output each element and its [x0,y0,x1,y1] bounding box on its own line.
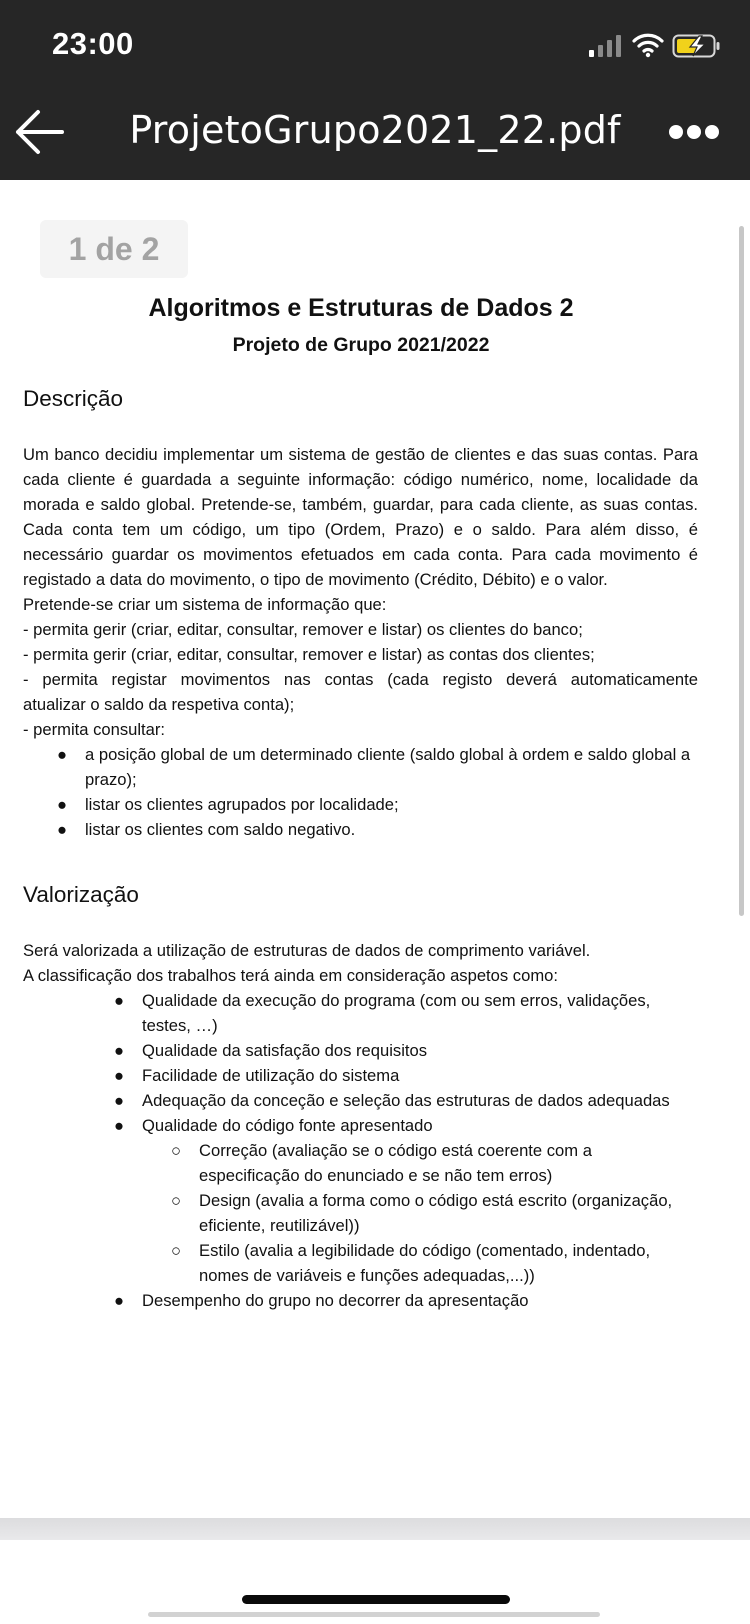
document-subheading: Projeto de Grupo 2021/2022 [232,334,490,356]
sub-list-item [171,1138,619,1188]
top-bar [0,0,750,180]
section-heading-descricao: Descrição [23,386,124,411]
text-line: cada cliente é guardada a seguinte informação: código numérico, nome, localidade da [23,470,698,489]
list-item-text: Correção (avaliação se o código está coerente com a especificação do enunciado e se não tem erros) [199,1141,592,1185]
text-line: registado a data do movimento, o tipo de movimento (Crédito, Débito) e o valor. [23,570,608,589]
cellular-signal-icon [588,34,624,58]
text-line: Pretende-se criar um sistema de informação que: [23,595,387,614]
text-line: - permita registar movimentos nas contas (cada registo deverá automaticamente [23,670,698,689]
text-line: Será valorizada a utilização de estruturas de dados de comprimento variável. [23,941,591,960]
list-item [114,1088,702,1113]
descricao-paragraph [23,442,698,742]
list-item [114,1038,687,1063]
page-indicator: 1 de 2 [40,220,188,278]
list-item [114,1063,687,1088]
text-line: - permita gerir (criar, editar, consultar, remover e listar) as contas dos clientes; [23,645,595,664]
list-item [57,742,700,792]
sub-list-item [171,1238,689,1288]
list-item-text: Qualidade do código fonte apresentado [142,1116,433,1135]
list-item-text: Qualidade da execução do programa (com ou sem erros, validações, testes, …) [142,991,651,1035]
text-line: - permita gerir (criar, editar, consultar, remover e listar) os clientes do banco; [23,620,583,639]
page-separator [0,1518,750,1540]
list-item-text: Qualidade da satisfação dos requisitos [142,1041,428,1060]
document-title: ProjetoGrupo2021_22.pdf [129,108,621,152]
text-line: atualizar o saldo da respetiva conta); [23,695,295,714]
bullet-icon: ● [57,795,68,814]
list-item [114,1113,687,1138]
circle-bullet-icon: ○ [171,1241,182,1260]
more-options-icon[interactable] [668,122,720,142]
list-item-text: listar os clientes com saldo negativo. [85,820,356,839]
list-item-text: Desempenho do grupo no decorrer da apresentação [142,1291,529,1310]
bullet-icon: ● [57,820,68,839]
text-line: Um banco decidiu implementar um sistema de gestão de clientes e das suas contas. Para [23,445,698,464]
list-item-text: Facilidade de utilização do sistema [142,1066,400,1085]
list-item-text: Design (avalia a forma como o código está escrito (organização, eficiente, reutilizável)) [199,1191,673,1235]
circle-bullet-icon: ○ [171,1141,182,1160]
text-line: A classificação dos trabalhos terá ainda em consideração aspetos como: [23,966,558,985]
page-edge [148,1612,600,1617]
bullet-icon: ● [114,1291,125,1310]
text-line: morada e saldo global. Pretende-se, também, guardar, para cada cliente, as suas contas. [23,495,698,514]
text-line: Cada conta tem um código, um tipo (Ordem, Prazo) e o saldo. Para além disso, é [23,520,698,539]
sub-list-item [171,1188,689,1238]
list-item-text: Estilo (avalia a legibilidade do código (comentado, indentado, nomes de variáveis e funções adequadas,...)) [199,1241,651,1285]
list-item [114,1288,702,1313]
status-time: 23:00 [52,26,134,61]
battery-charging-icon [672,34,722,58]
list-item-text: Adequação da conceção e seleção das estruturas de dados adequadas [142,1091,670,1110]
list-item-text: listar os clientes agrupados por localidade; [85,795,399,814]
text-line: necessário guardar os movimentos efetuados em cada conta. Para cada movimento é [23,545,698,564]
section-heading-valorizacao: Valorização [23,882,139,907]
list-item [57,817,700,842]
list-item-text: a posição global de um determinado cliente (saldo global à ordem e saldo global a prazo); [85,745,691,789]
valorizacao-paragraph [23,938,698,988]
text-line: - permita consultar: [23,720,166,739]
bullet-icon: ● [57,745,68,764]
bullet-icon: ● [114,1091,125,1110]
bullet-icon: ● [114,991,125,1010]
list-item [57,792,700,817]
bullet-icon: ● [114,1066,125,1085]
pdf-page[interactable] [0,180,750,1518]
circle-bullet-icon: ○ [171,1191,182,1210]
home-indicator[interactable] [242,1595,510,1604]
bullet-icon: ● [114,1116,125,1135]
document-heading: Algoritmos e Estruturas de Dados 2 [148,294,574,322]
list-item [114,988,687,1038]
wifi-icon [632,32,664,58]
scrollbar[interactable] [739,226,744,916]
bullet-icon: ● [114,1041,125,1060]
